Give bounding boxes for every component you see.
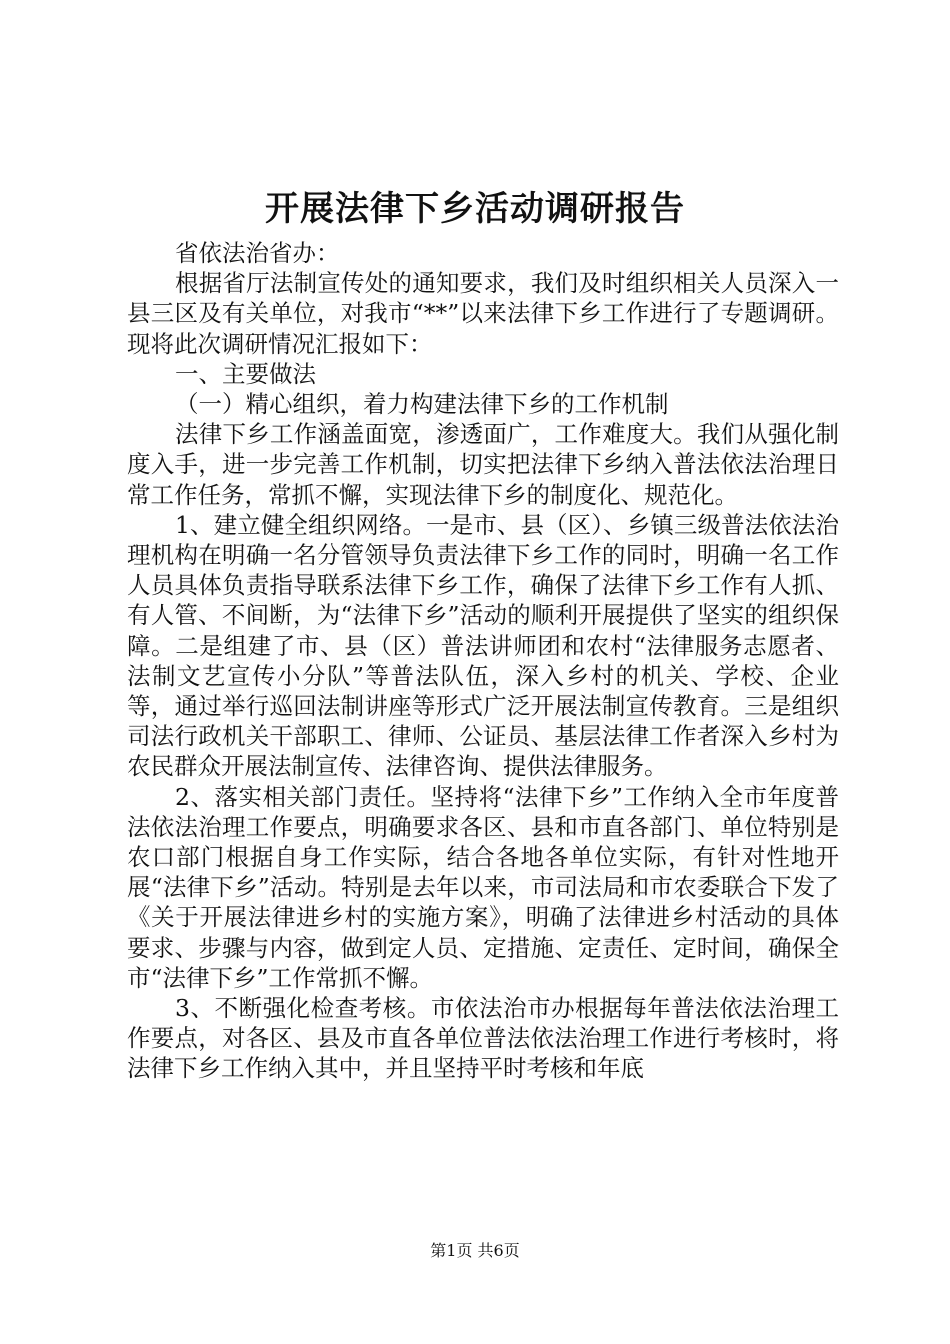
document-title: 开展法律下乡活动调研报告 (265, 189, 685, 229)
body-paragraph: 法律下乡工作涵盖面宽，渗透面广，工作难度大。我们从强化制度入手，进一步完善工作机制，切实把法律下乡纳入普法依法治理日常工作任务，常抓不懈，实现法律下乡的制度化、规范化。 (127, 420, 839, 509)
section-heading: 一、主要做法 (175, 359, 316, 388)
salutation: 省依法治省办： (175, 239, 340, 267)
body-paragraph: 1、建立健全组织网络。一是市、县（区）、乡镇三级普法依法治理机构在明确一名分管领导负责法律下乡工作的同时，明确一名工作人员具体负责指导联系法律下乡工作，确保了法律下乡工作有人抓、有人管、不间断，为“法律下乡”活动的顺利开展提供了坚实的组织保障。二是组建了市、县（区）普法讲师团和农村“法律服务志愿者、法制文艺宣传小分队”等普法队伍，深入乡村的机关、学校、企业等，通过举行巡回法制讲座等形式广泛开展法制宣传教育。三是组织司法行政机关干部职工、律师、公证员、基层法律工作者深入乡村为农民群众开展法制宣传、法律咨询、提供法律服务。 (127, 510, 839, 781)
body-paragraph: 2、落实相关部门责任。坚持将“法律下乡”工作纳入全市年度普法依法治理工作要点，明确要求各区、县和市直各部门、单位特别是农口部门根据自身工作实际，结合各地各单位实际，有针对性地开展“法律下乡”活动。特别是去年以来，市司法局和市农委联合下发了《关于开展法律进乡村的实施方案》，明确了法律进乡村活动的具体要求、步骤与内容，做到定人员、定措施、定责任、定时间，确保全市“法律下乡”工作常抓不懈。 (127, 782, 839, 992)
subsection-heading: （一）精心组织，着力构建法律下乡的工作机制 (175, 390, 669, 419)
body-paragraph: 3、不断强化检查考核。市依法治市办根据每年普法依法治理工作要点，对各区、县及市直各单位普法依法治理工作进行考核时，将法律下乡工作纳入其中，并且坚持平时考核和年底 (127, 994, 839, 1083)
page-footer: 第1页 共6页 (430, 1241, 520, 1260)
document-body (127, 238, 839, 1084)
intro-paragraph: 根据省厅法制宣传处的通知要求，我们及时组织相关人员深入一县三区及有关单位，对我市“**”以来法律下乡工作进行了专题调研。现将此次调研情况汇报如下： (127, 269, 839, 358)
